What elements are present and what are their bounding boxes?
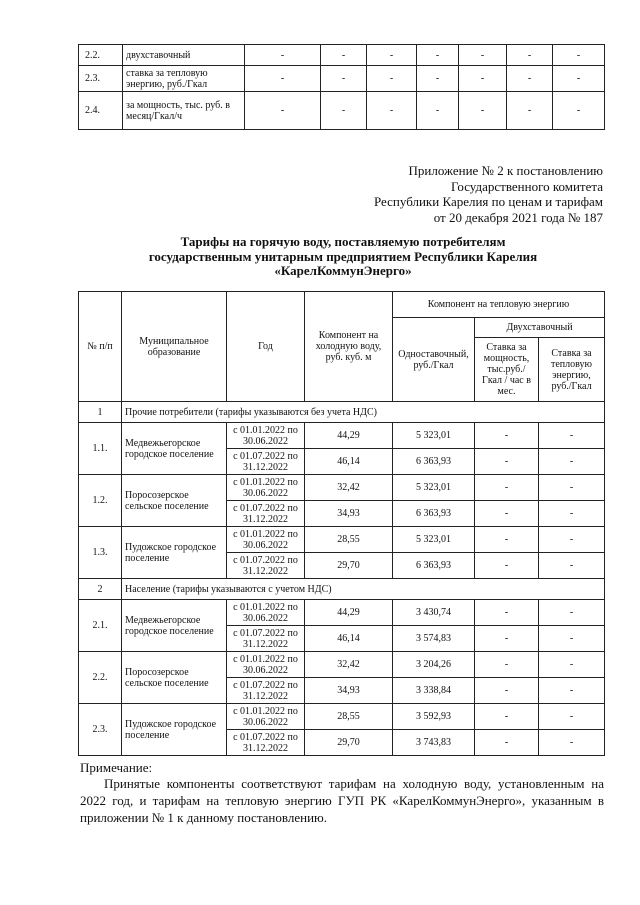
cold-water-cell: 46,14 [305, 449, 393, 475]
power-rate-cell: - [475, 704, 539, 730]
single-rate-cell: 3 574,83 [393, 626, 475, 652]
table-row [79, 652, 605, 678]
section-title: Население (тарифы указываются с учетом НДС) [122, 579, 605, 600]
table-cell: - [367, 45, 417, 66]
heat-rate-cell: - [539, 652, 605, 678]
power-rate-cell: - [475, 553, 539, 579]
title-line: Тарифы на горячую воду, поставляемую потребителям [180, 234, 506, 249]
table-cell: - [321, 45, 367, 66]
single-rate-cell: 3 592,93 [393, 704, 475, 730]
table-cell: - [245, 92, 321, 130]
section-number: 2 [79, 579, 122, 600]
title-line: государственным унитарным предприятием Республики Карелия [148, 248, 538, 264]
power-rate-cell: - [475, 730, 539, 756]
title-line: «КарелКоммунЭнерго» [274, 263, 412, 278]
table-cell: - [507, 45, 553, 66]
cold-water-cell: 28,55 [305, 704, 393, 730]
cold-water-cell: 34,93 [305, 501, 393, 527]
power-rate-cell: - [475, 449, 539, 475]
section-row [79, 402, 605, 423]
header-heat-component: Компонент на тепловую энергию [393, 292, 605, 318]
single-rate-cell: 5 323,01 [393, 527, 475, 553]
municipality-name: Пудожское городское поселение [122, 527, 227, 579]
single-rate-cell: 6 363,93 [393, 449, 475, 475]
cold-water-cell: 34,93 [305, 678, 393, 704]
document-title [80, 235, 606, 279]
heat-rate-cell: - [539, 449, 605, 475]
tariff-table [78, 291, 605, 756]
table-cell: - [417, 66, 459, 92]
row-label: ставка за тепловую энергию, руб./Гкал [123, 66, 245, 92]
cold-water-cell: 32,42 [305, 652, 393, 678]
header-single-rate: Одноставочный, руб./Гкал [393, 318, 475, 402]
period-cell: с 01.07.2022 по 31.12.2022 [227, 449, 305, 475]
power-rate-cell: - [475, 423, 539, 449]
municipality-name: Пудожское городское поселение [122, 704, 227, 756]
table-row [79, 45, 605, 66]
table-row [79, 527, 605, 553]
table-cell: - [459, 45, 507, 66]
cold-water-cell: 28,55 [305, 527, 393, 553]
single-rate-cell: 3 743,83 [393, 730, 475, 756]
group-number: 1.2. [79, 475, 122, 527]
power-rate-cell: - [475, 600, 539, 626]
header-two-rate: Двухставочный [475, 318, 605, 338]
appendix-line: от 20 декабря 2021 года № 187 [433, 209, 603, 225]
section-row [79, 579, 605, 600]
row-label: двухставочный [123, 45, 245, 66]
group-number: 2.3. [79, 704, 122, 756]
table-cell: - [459, 66, 507, 92]
group-number: 2.2. [79, 652, 122, 704]
table-cell: - [459, 92, 507, 130]
header-power-rate: Ставка за мощность, тыс.руб./ Гкал / час в мес. [475, 338, 539, 402]
power-rate-cell: - [475, 652, 539, 678]
table-row [79, 704, 605, 730]
section-number: 1 [79, 402, 122, 423]
table-row [79, 92, 605, 130]
cold-water-cell: 44,29 [305, 423, 393, 449]
header-year: Год [227, 292, 305, 402]
row-number: 2.4. [79, 92, 123, 130]
heat-rate-cell: - [539, 600, 605, 626]
period-cell: с 01.01.2022 по 30.06.2022 [227, 704, 305, 730]
period-cell: с 01.01.2022 по 30.06.2022 [227, 423, 305, 449]
table-cell: - [245, 45, 321, 66]
table-row [79, 66, 605, 92]
single-rate-cell: 6 363,93 [393, 501, 475, 527]
table-cell: - [417, 45, 459, 66]
cold-water-cell: 32,42 [305, 475, 393, 501]
table-cell: - [367, 66, 417, 92]
heat-rate-cell: - [539, 704, 605, 730]
single-rate-cell: 3 430,74 [393, 600, 475, 626]
table-cell: - [367, 92, 417, 130]
header-num: № п/п [79, 292, 122, 402]
table-cell: - [507, 66, 553, 92]
heat-rate-cell: - [539, 423, 605, 449]
municipality-name: Поросозерское сельское поселение [122, 652, 227, 704]
appendix-header [303, 163, 603, 225]
table-cell: - [417, 92, 459, 130]
row-label: за мощность, тыс. руб. в месяц/Гкал/ч [123, 92, 245, 130]
period-cell: с 01.07.2022 по 31.12.2022 [227, 730, 305, 756]
power-rate-cell: - [475, 626, 539, 652]
table-cell: - [245, 66, 321, 92]
header-cold-water: Компонент на холодную воду, руб. куб. м [305, 292, 393, 402]
heat-rate-cell: - [539, 501, 605, 527]
period-cell: с 01.07.2022 по 31.12.2022 [227, 678, 305, 704]
table-cell: - [321, 92, 367, 130]
table-row [79, 475, 605, 501]
appendix-line: Республики Карелия по ценам и тарифам [373, 194, 603, 209]
cold-water-cell: 44,29 [305, 600, 393, 626]
row-number: 2.3. [79, 66, 123, 92]
appendix-line: Государственного комитета [451, 178, 603, 194]
period-cell: с 01.01.2022 по 30.06.2022 [227, 652, 305, 678]
group-number: 2.1. [79, 600, 122, 652]
power-rate-cell: - [475, 475, 539, 501]
note-text: Принятые компоненты соответствуют тарифам на холодную воду, установленным на 2022 год, и тарифам на тепловую энергию ГУП РК «КарелКоммунЭнерго», указанным в приложении № 1 к данному постановлению. [80, 776, 604, 825]
cold-water-cell: 29,70 [305, 553, 393, 579]
heat-rate-cell: - [539, 730, 605, 756]
power-rate-cell: - [475, 501, 539, 527]
table-cell: - [553, 45, 605, 66]
table-cell: - [553, 92, 605, 130]
group-number: 1.1. [79, 423, 122, 475]
table-cell: - [507, 92, 553, 130]
heat-rate-cell: - [539, 678, 605, 704]
heat-rate-cell: - [539, 527, 605, 553]
single-rate-cell: 5 323,01 [393, 423, 475, 449]
cold-water-cell: 46,14 [305, 626, 393, 652]
single-rate-cell: 3 338,84 [393, 678, 475, 704]
power-rate-cell: - [475, 527, 539, 553]
period-cell: с 01.01.2022 по 30.06.2022 [227, 600, 305, 626]
period-cell: с 01.01.2022 по 30.06.2022 [227, 527, 305, 553]
heat-rate-cell: - [539, 475, 605, 501]
period-cell: с 01.07.2022 по 31.12.2022 [227, 626, 305, 652]
period-cell: с 01.01.2022 по 30.06.2022 [227, 475, 305, 501]
single-rate-cell: 6 363,93 [393, 553, 475, 579]
period-cell: с 01.07.2022 по 31.12.2022 [227, 501, 305, 527]
table-row [79, 423, 605, 449]
table-cell: - [321, 66, 367, 92]
section-title: Прочие потребители (тарифы указываются без учета НДС) [122, 402, 605, 423]
single-rate-cell: 3 204,26 [393, 652, 475, 678]
period-cell: с 01.07.2022 по 31.12.2022 [227, 553, 305, 579]
row-number: 2.2. [79, 45, 123, 66]
heat-rate-cell: - [539, 553, 605, 579]
header-heat-rate: Ставка за тепловую энергию, руб./Гкал [539, 338, 605, 402]
municipality-name: Медвежьегорское городское поселение [122, 600, 227, 652]
note-title: Примечание: [80, 760, 153, 775]
heat-rate-cell: - [539, 626, 605, 652]
cold-water-cell: 29,70 [305, 730, 393, 756]
power-rate-cell: - [475, 678, 539, 704]
table-cell: - [553, 66, 605, 92]
header-municipality: Муниципальное образование [122, 292, 227, 402]
municipality-name: Поросозерское сельское поселение [122, 475, 227, 527]
group-number: 1.3. [79, 527, 122, 579]
previous-table-tail [78, 44, 605, 130]
municipality-name: Медвежьегорское городское поселение [122, 423, 227, 475]
single-rate-cell: 5 323,01 [393, 475, 475, 501]
table-row [79, 600, 605, 626]
appendix-line: Приложение № 2 к постановлению [408, 163, 603, 178]
